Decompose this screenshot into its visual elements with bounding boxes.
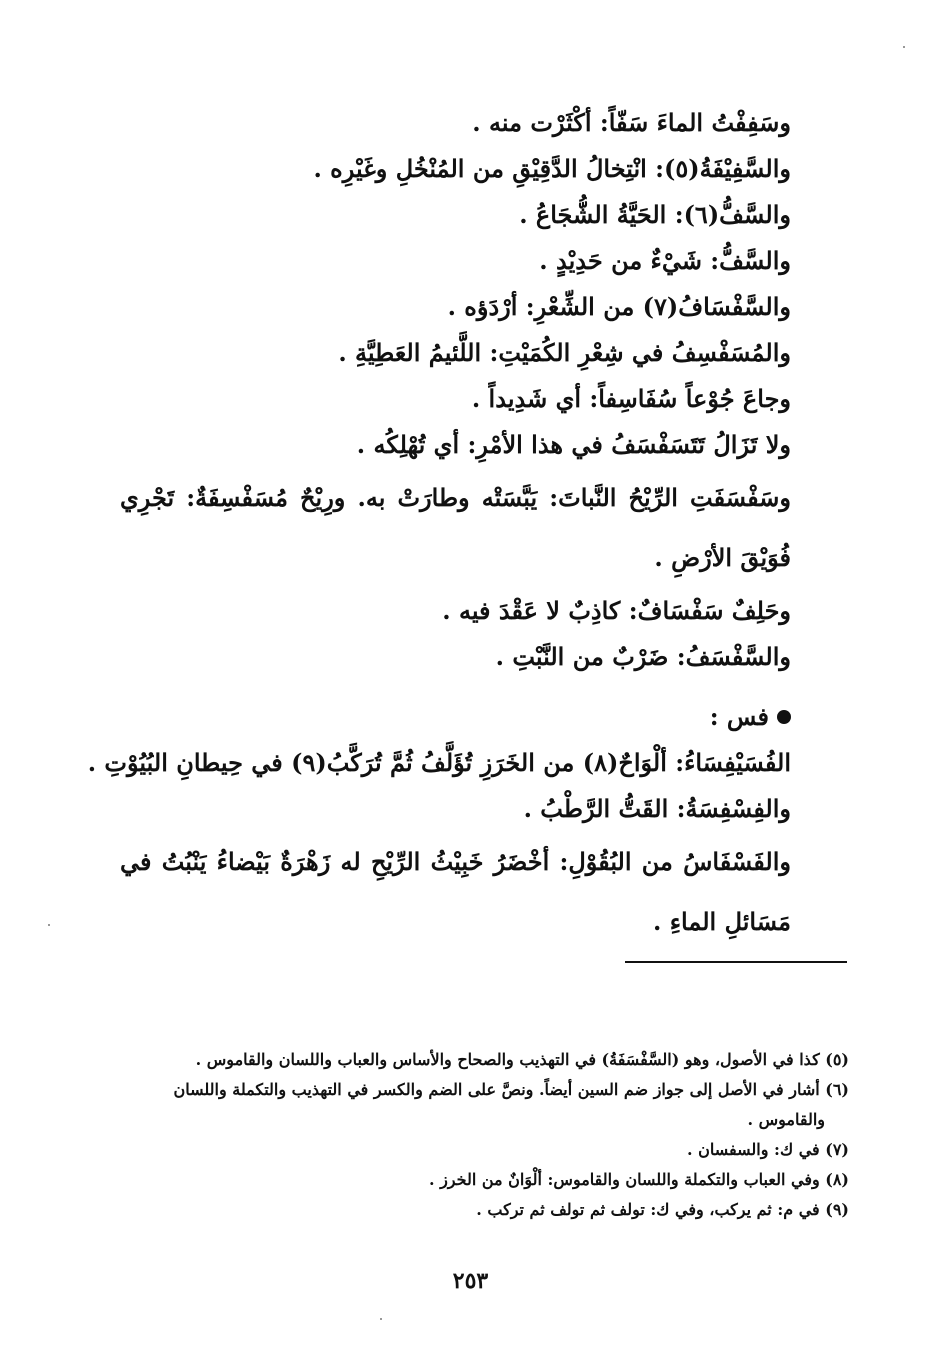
text-line: والسَّفْسَفُ: ضَرْبٌ من النَّبْتِ . (495, 642, 791, 671)
scan-speck (48, 924, 50, 926)
footnote: (٨) وفي العباب والتكملة واللسان والقاموس: ألْوَانٌ من الخرز . (428, 1170, 849, 1189)
section-heading (120, 694, 791, 740)
text-line: وسَفِفْتُ الماءَ سَفّاً: أكْثَرْت منه . (472, 108, 791, 137)
text-line: والمُسَفْسِفُ في شِعْرِ الكُمَيْتِ: اللَّئيمُ العَطِيَّةِ . (338, 338, 791, 367)
footnote-continuation: والقاموس . (747, 1110, 825, 1129)
section-heading-label: فس : (709, 702, 769, 731)
footnote: (٥) كذا في الأصول، وهو (السَّفْسَفَةُ) في التهذيب والصحاح والأساس والعباب واللسان والقاموس . (195, 1050, 849, 1069)
main-text (87, 100, 791, 952)
footnote: (٦) أشار في الأصل إلى جواز ضم السين أيضاً. ونصَّ على الضم والكسر في التهذيب والتكملة واللسان (173, 1080, 849, 1099)
footnote: (٩) في م: ثم يركب، وفي ك: تولف ثم تولف ثم تركب . (476, 1200, 849, 1219)
page-number: ٢٥٣ (452, 1268, 489, 1294)
footnote-divider (625, 961, 847, 963)
text-line: وجاعَ جُوْعاً سُفَاسِفاً: أي شَدِيداً . (471, 384, 791, 413)
text-line: ولا تَزَالُ تَتَسَفْسَفُ في هذا الأمْرِ: أي تُهْلِكُه . (356, 430, 791, 459)
text-line: وحَلِفٌ سَفْسَافٌ: كاذِبٌ لا عَقْدَ فيه . (442, 596, 791, 625)
scan-speck (380, 1318, 382, 1320)
bullet-icon (777, 710, 791, 724)
text-line: والفِسْفِسَةُ: القَتُّ الرَّطْبُ . (523, 794, 791, 823)
text-line: والسَّفْسَافُ(٧) من الشِّعْرِ: أرْدَؤه . (447, 292, 791, 321)
footnote: (٧) في ك: والسفسان . (687, 1140, 849, 1159)
text-line: والسَّفِيْفَةُ(٥): انْتِخالُ الدَّقِيْقِ من المُنْخُلِ وغَيْرِه . (313, 154, 791, 183)
text-paragraph: والفَسْفَاسُ من البُقُوْلِ: أخْضَرُ خَبِيْثُ الرِّيْحِ له زَهْرَةٌ بَيْضاءُ يَنْبُتُ في مَسَائلِ الماءِ . (120, 847, 791, 936)
text-paragraph: وسَفْسَفَتِ الرِّيْحُ النَّباتَ: يَبَّسَتْه وطارَتْ به. ورِيْحٌ مُسَفْسِفَةٌ: تَجْرِي فُوَيْقَ الأرْضِ . (120, 483, 791, 572)
text-line: الفُسَيْفِسَاءُ: ألْوَاحٌ(٨) من الخَرَزِ تُؤَلَّفُ ثُمَّ تُرَكَّبُ(٩) في حِيطانِ البُيُوْتِ . (87, 748, 791, 777)
footnotes (135, 1045, 849, 1225)
text-line: والسَّفُّ(٦): الحَيَّةُ الشُّجَاعُ . (519, 200, 791, 229)
text-line: والسَّفُّ: شَيْءٌ من حَدِيْدٍ . (539, 246, 791, 275)
scan-speck (903, 46, 905, 48)
